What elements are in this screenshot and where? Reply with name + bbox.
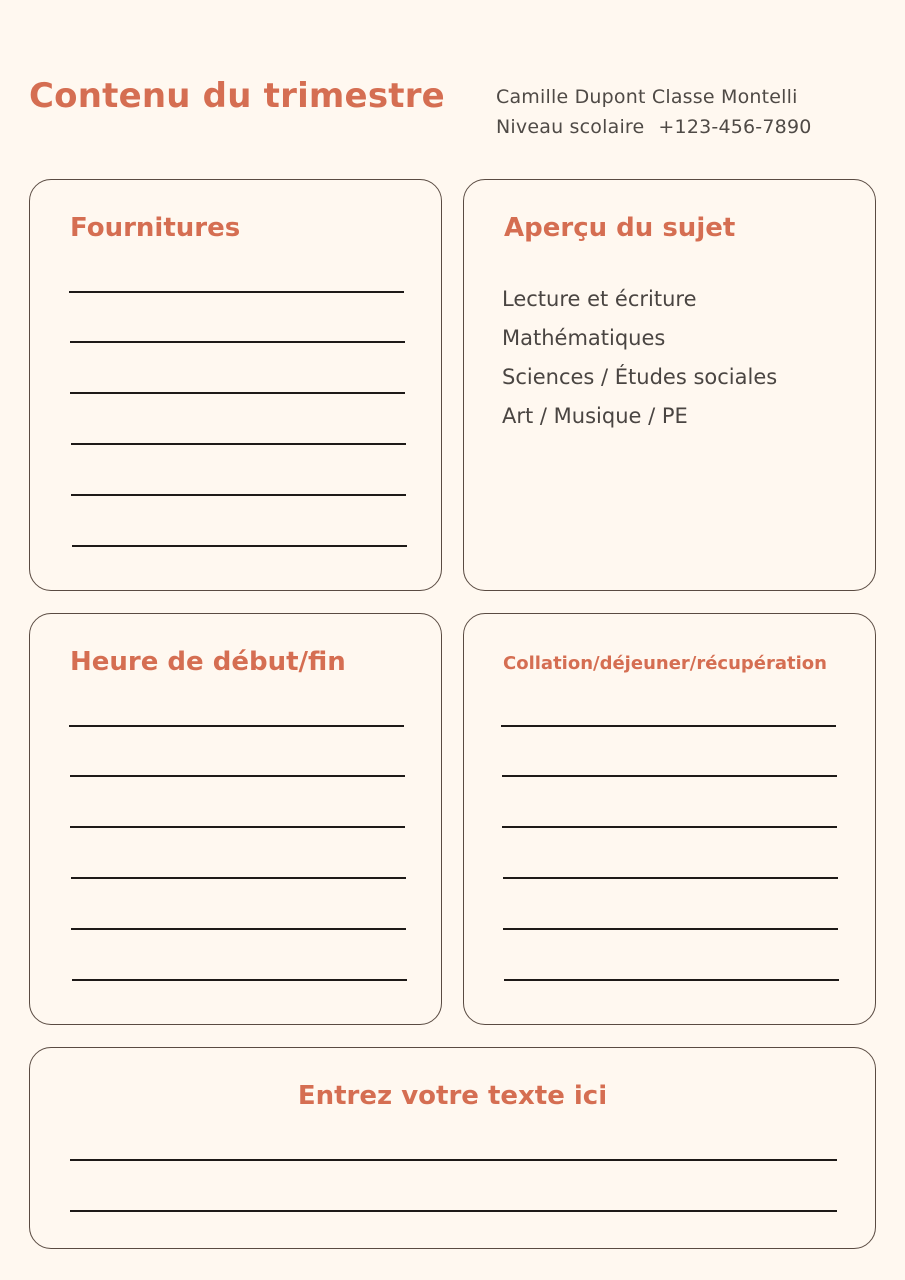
subject-item: Mathématiques: [502, 326, 666, 350]
supplies-write-line[interactable]: [71, 494, 406, 496]
meals-write-line[interactable]: [503, 877, 838, 879]
subject-item: Lecture et écriture: [502, 287, 697, 311]
grade-level-label: Niveau scolaire: [496, 116, 645, 138]
supplies-write-line[interactable]: [71, 443, 406, 445]
schedule-title: Heure de début/fin: [70, 647, 346, 677]
notes-write-line[interactable]: [70, 1210, 837, 1212]
subject-list: [502, 280, 777, 436]
notes-title: Entrez votre texte ici: [297, 1081, 608, 1111]
meals-card: [463, 613, 876, 1025]
notes-write-line[interactable]: [70, 1159, 837, 1161]
subject-item: Art / Musique / PE: [502, 404, 688, 428]
schedule-write-line[interactable]: [69, 725, 404, 727]
meals-write-line[interactable]: [502, 826, 837, 828]
supplies-write-line[interactable]: [72, 545, 407, 547]
meals-write-line[interactable]: [502, 775, 837, 777]
supplies-write-line[interactable]: [69, 291, 404, 293]
supplies-write-line[interactable]: [70, 392, 405, 394]
phone-number: +123-456-7890: [658, 116, 812, 138]
subject-item: Sciences / Études sociales: [502, 365, 778, 389]
teacher-class-info: Camille Dupont Classe Montelli: [496, 86, 798, 108]
meals-write-line[interactable]: [504, 979, 839, 981]
supplies-title: Fournitures: [70, 213, 241, 243]
schedule-write-line[interactable]: [70, 775, 405, 777]
notes-card: [29, 1047, 876, 1249]
grade-phone-info: [496, 116, 812, 138]
schedule-card: [29, 613, 442, 1025]
meals-write-line[interactable]: [501, 725, 836, 727]
schedule-write-line[interactable]: [71, 928, 406, 930]
subjects-card: [463, 179, 876, 591]
schedule-write-line[interactable]: [71, 877, 406, 879]
schedule-write-line[interactable]: [70, 826, 405, 828]
meals-title: Collation/déjeuner/récupération: [503, 653, 827, 674]
page-title: Contenu du trimestre: [29, 76, 445, 116]
meals-write-line[interactable]: [503, 928, 838, 930]
subjects-title: Aperçu du sujet: [504, 213, 736, 243]
supplies-write-line[interactable]: [70, 341, 405, 343]
supplies-card: [29, 179, 442, 591]
schedule-write-line[interactable]: [72, 979, 407, 981]
